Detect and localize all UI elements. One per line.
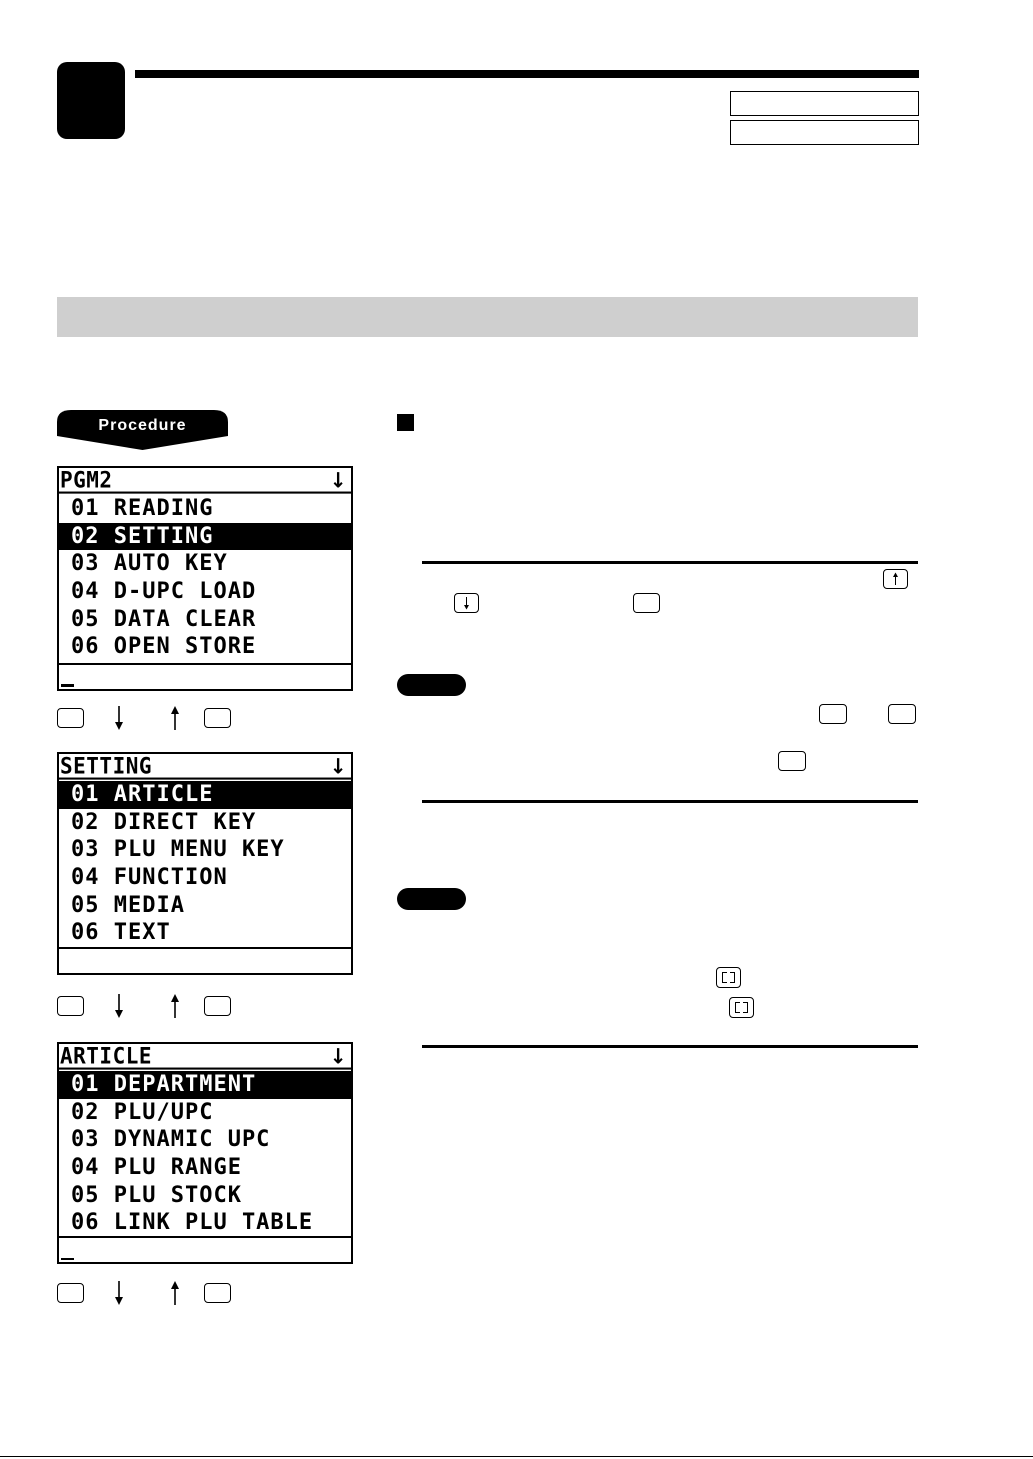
- blank-key-icon: [778, 751, 806, 771]
- key-sequence: [57, 705, 237, 731]
- bracket-key-icon: [716, 967, 741, 988]
- lcd-menu-list: [59, 779, 351, 947]
- menu-item[interactable]: 04 PLU RANGE: [71, 1155, 242, 1181]
- menu-item-selected[interactable]: 02 SETTING: [59, 523, 351, 551]
- menu-item-selected[interactable]: 01 ARTICLE: [59, 781, 351, 809]
- blank-key-icon[interactable]: [57, 996, 84, 1016]
- bullet-square-icon: [397, 414, 414, 431]
- divider-rule: [422, 561, 918, 564]
- menu-item[interactable]: 03 PLU MENU KEY: [71, 837, 285, 863]
- key-sequence: [57, 1280, 237, 1306]
- menu-item[interactable]: 05 DATA CLEAR: [71, 606, 257, 632]
- menu-item-selected[interactable]: 01 DEPARTMENT: [59, 1071, 351, 1099]
- blank-key-icon[interactable]: [57, 708, 84, 728]
- lcd-title: PGM2: [60, 466, 113, 493]
- blank-key-icon[interactable]: [204, 1283, 231, 1303]
- mode-box-top: [730, 91, 919, 116]
- blank-key-icon[interactable]: [57, 1283, 84, 1303]
- down-arrow-icon: ↓: [329, 752, 347, 779]
- menu-item[interactable]: 03 DYNAMIC UPC: [71, 1127, 271, 1153]
- lcd-title: ARTICLE: [60, 1042, 153, 1069]
- menu-item[interactable]: 01 READING: [71, 496, 214, 521]
- header-rule: [135, 70, 919, 78]
- lcd-title-bar: [59, 467, 351, 493]
- blank-key-icon: [633, 593, 660, 613]
- mode-box-bottom: [730, 120, 919, 145]
- lcd-screen-setting: [57, 752, 353, 975]
- procedure-badge: [57, 410, 228, 450]
- up-arrow-icon: [168, 993, 182, 1019]
- blank-key-icon[interactable]: [204, 708, 231, 728]
- lcd-title-bar: [59, 753, 351, 779]
- up-arrow-icon: [168, 1280, 182, 1306]
- down-arrow-icon: ↓: [329, 466, 347, 493]
- lcd-screen-article: [57, 1042, 353, 1264]
- lcd-title-bar: [59, 1043, 351, 1069]
- menu-item[interactable]: 05 MEDIA: [71, 892, 185, 918]
- menu-item[interactable]: 06 TEXT: [71, 920, 171, 946]
- lcd-menu-list: [59, 1069, 351, 1237]
- menu-item[interactable]: 02 DIRECT KEY: [71, 809, 257, 835]
- menu-item[interactable]: 06 LINK PLU TABLE: [71, 1210, 314, 1236]
- lcd-input-line: [59, 1236, 351, 1262]
- bracket-key-icon: [729, 997, 754, 1018]
- lcd-screen-pgm2: [57, 466, 353, 691]
- menu-item[interactable]: 05 PLU STOCK: [71, 1182, 242, 1208]
- blank-key-icon[interactable]: [204, 996, 231, 1016]
- up-arrow-key-icon: [883, 569, 908, 589]
- menu-item[interactable]: 02 PLU/UPC: [71, 1099, 214, 1125]
- note-pill-icon: [397, 888, 466, 910]
- down-arrow-icon: [112, 993, 126, 1019]
- up-arrow-icon: [168, 705, 182, 731]
- divider-rule: [422, 800, 918, 803]
- footer-rule: [0, 1456, 1033, 1457]
- down-arrow-icon: [112, 705, 126, 731]
- section-heading-band: [57, 297, 918, 337]
- menu-item[interactable]: 03 AUTO KEY: [71, 551, 228, 577]
- down-arrow-icon: [112, 1280, 126, 1306]
- chapter-tab: [57, 62, 125, 139]
- input-cursor: [61, 1258, 74, 1260]
- blank-key-icon: [888, 704, 916, 724]
- key-sequence: [57, 993, 237, 1019]
- menu-item[interactable]: 04 FUNCTION: [71, 865, 228, 891]
- lcd-menu-list: [59, 493, 351, 661]
- note-pill-icon: [397, 674, 466, 696]
- input-cursor: [61, 684, 74, 687]
- lcd-input-line: [59, 947, 351, 973]
- lcd-input-line: [59, 663, 351, 689]
- procedure-label: Procedure: [98, 417, 187, 434]
- divider-rule: [422, 1045, 918, 1048]
- blank-key-icon: [819, 704, 847, 724]
- menu-item[interactable]: 06 OPEN STORE: [71, 634, 257, 660]
- menu-item[interactable]: 04 D-UPC LOAD: [71, 579, 257, 605]
- down-arrow-key-icon: [454, 593, 479, 613]
- lcd-title: SETTING: [60, 752, 153, 779]
- down-arrow-icon: ↓: [329, 1042, 347, 1069]
